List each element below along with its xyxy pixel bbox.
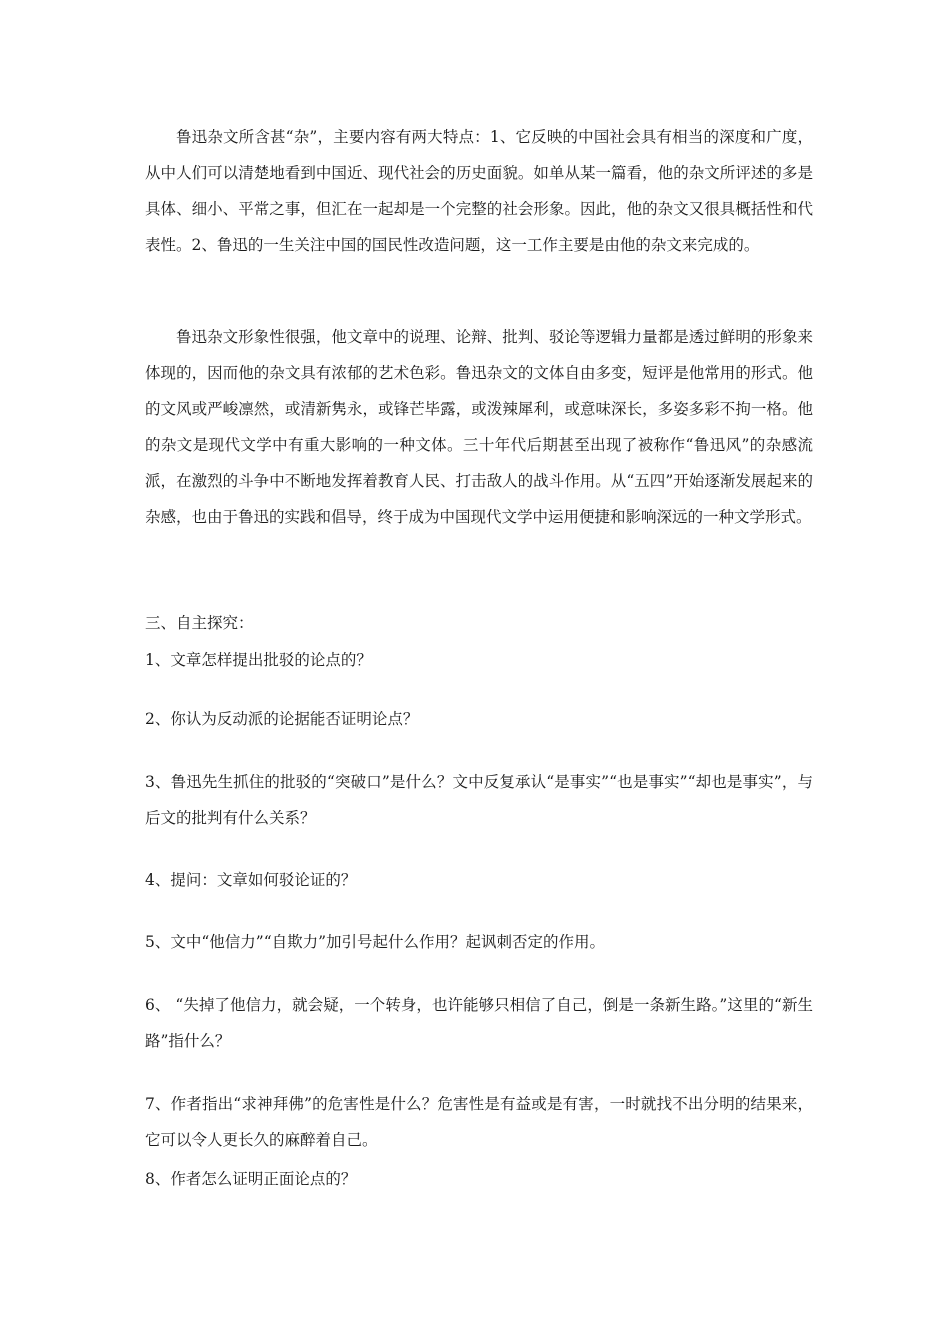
question-7: 7、作者指出“求神拜佛”的危害性是什么？危害性是有益或是有害，一时就找不出分明的结果来，它可以令人更长久的麻醉着自己。 [145, 1095, 813, 1149]
question-1: 1、文章怎样提出批驳的论点的？ [145, 651, 372, 669]
question-4: 4、提问：文章如何驳论证的？ [145, 871, 357, 889]
question-5: 5、文中“他信力”“自欺力”加引号起什么作用？起讽刺否定的作用。 [145, 933, 606, 951]
question-3: 3、鲁迅先生抓住的批驳的“突破口”是什么？文中反复承认“是事实”“也是事实”“却也是事实”，与后文的批判有什么关系？ [145, 773, 813, 827]
paragraph-lu-xun-essay-features: 鲁迅杂文所含甚“杂”，主要内容有两大特点：1、它反映的中国社会具有相当的深度和广度，从中人们可以清楚地看到中国近、现代社会的历史面貌。如单从某一篇看，他的杂文所评述的多是具体、细小、平常之事，但汇在一起却是一个完整的社会形象。因此，他的杂文又很具概括性和代表性。2、鲁迅的一生关注中国的国民性改造问题，这一工作主要是由他的杂文来完成的。 [145, 128, 813, 254]
question-2: 2、你认为反动派的论据能否证明论点？ [145, 710, 419, 728]
question-8: 8、作者怎么证明正面论点的？ [145, 1170, 357, 1188]
section-heading-inquiry: 三、自主探究： [145, 614, 254, 632]
question-6: 6、 “失掉了他信力，就会疑，一个转身，也许能够只相信了自己，倒是一条新生路。”这里的“新生路”指什么？ [145, 996, 813, 1050]
paragraph-lu-xun-essay-style: 鲁迅杂文形象性很强，他文章中的说理、论辩、批判、驳论等逻辑力量都是透过鲜明的形象来体现的，因而他的杂文具有浓郁的艺术色彩。鲁迅杂文的文体自由多变，短评是他常用的形式。他的文风或严峻凛然，或清新隽永，或锋芒毕露，或泼辣犀利，或意味深长，多姿多彩不拘一格。他的杂文是现代文学中有重大影响的一种文体。三十年代后期甚至出现了被称作“鲁迅风”的杂感流派，在激烈的斗争中不断地发挥着教育人民、打击敌人的战斗作用。从“五四”开始逐渐发展起来的杂感，也由于鲁迅的实践和倡导，终于成为中国现代文学中运用便捷和影响深远的一种文学形式。 [145, 328, 813, 526]
